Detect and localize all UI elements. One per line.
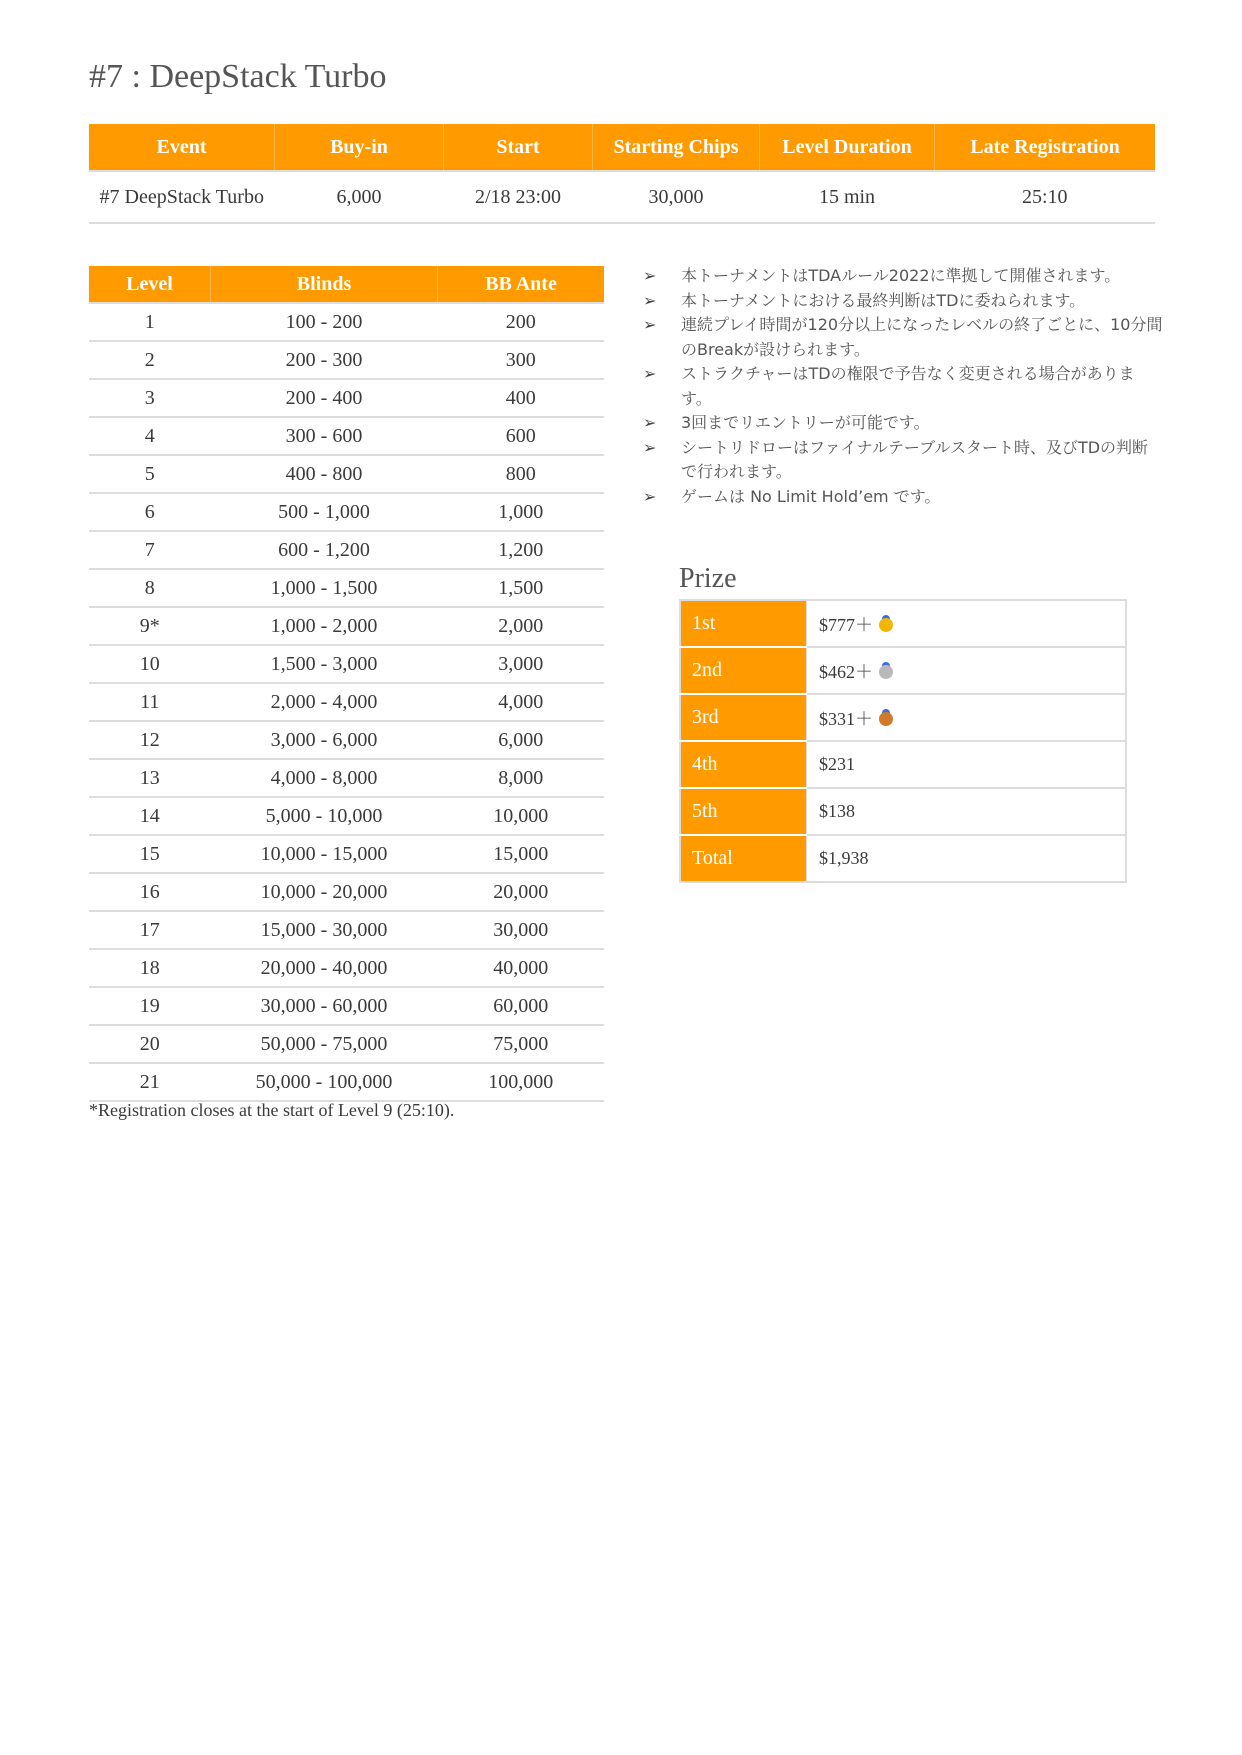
cell-level: 14: [89, 797, 211, 835]
table-row: [89, 835, 604, 873]
list-item: [643, 289, 1163, 314]
header-level: Level: [89, 266, 211, 303]
cell-level: 10: [89, 645, 211, 683]
cell-level-duration: 15 min: [760, 171, 935, 223]
cell-blinds: 15,000 - 30,000: [211, 911, 438, 949]
cell-bb-ante: 60,000: [438, 987, 605, 1025]
cell-buy-in: 6,000: [275, 171, 444, 223]
cell-level: 21: [89, 1063, 211, 1101]
cell-blinds: 3,000 - 6,000: [211, 721, 438, 759]
table-row: [89, 379, 604, 417]
list-item: [643, 436, 1163, 485]
cell-blinds: 5,000 - 10,000: [211, 797, 438, 835]
table-row: [89, 987, 604, 1025]
table-row: [89, 455, 604, 493]
prize-amount-cell: [807, 835, 1127, 882]
cell-bb-ante: 100,000: [438, 1063, 605, 1101]
prize-amount: $231: [819, 754, 855, 774]
header-blinds: Blinds: [211, 266, 438, 303]
arrow-bullet-icon: ➢: [643, 413, 657, 432]
cell-level: 9*: [89, 607, 211, 645]
rule-text: 連続プレイ時間が120分以上になったレベルの終了ごとに、10分間のBreakが設けられます。: [681, 315, 1163, 359]
table-row: [89, 493, 604, 531]
cell-bb-ante: 2,000: [438, 607, 605, 645]
cell-starting-chips: 30,000: [593, 171, 760, 223]
gold-medal-icon: [879, 618, 893, 632]
table-row: [680, 647, 1126, 694]
cell-blinds: 50,000 - 100,000: [211, 1063, 438, 1101]
arrow-bullet-icon: ➢: [643, 437, 657, 457]
cell-level: 6: [89, 493, 211, 531]
list-item: [643, 362, 1163, 411]
rule-text: ストラクチャーはTDの権限で予告なく変更される場合があります。: [681, 364, 1135, 408]
silver-medal-icon: [879, 665, 893, 679]
cell-level: 20: [89, 1025, 211, 1063]
rule-text: 本トーナメントはTDAルール2022に準拠して開催されます。: [681, 266, 1121, 285]
prize-place: 5th: [680, 788, 807, 835]
cell-bb-ante: 3,000: [438, 645, 605, 683]
cell-blinds: 4,000 - 8,000: [211, 759, 438, 797]
rule-text: 3回までリエントリーが可能です。: [681, 413, 930, 432]
prize-amount: $777＋: [819, 614, 873, 635]
blinds-table: [89, 266, 604, 1102]
prize-place: Total: [680, 835, 807, 882]
prize-place: 1st: [680, 600, 807, 647]
cell-blinds: 600 - 1,200: [211, 531, 438, 569]
cell-bb-ante: 1,000: [438, 493, 605, 531]
cell-level: 1: [89, 303, 211, 341]
prize-heading: Prize: [679, 563, 737, 594]
prize-place: 2nd: [680, 647, 807, 694]
prize-amount-cell: [807, 647, 1127, 694]
table-row: [89, 569, 604, 607]
prize-amount-cell: [807, 788, 1127, 835]
cell-bb-ante: 400: [438, 379, 605, 417]
list-item: [643, 411, 1163, 436]
cell-blinds: 1,000 - 2,000: [211, 607, 438, 645]
cell-bb-ante: 40,000: [438, 949, 605, 987]
table-row: [89, 1025, 604, 1063]
prize-amount-cell: [807, 694, 1127, 741]
blinds-table-body: [89, 303, 604, 1101]
cell-blinds: 2,000 - 4,000: [211, 683, 438, 721]
list-item: [643, 264, 1163, 289]
cell-bb-ante: 1,500: [438, 569, 605, 607]
arrow-bullet-icon: ➢: [643, 364, 657, 383]
rule-text: シートリドローはファイナルテーブルスタート時、及びTDの判断で行われます。: [681, 437, 1149, 481]
cell-blinds: 1,500 - 3,000: [211, 645, 438, 683]
table-row: [89, 683, 604, 721]
table-row: [680, 835, 1126, 882]
prize-amount: $331＋: [819, 708, 873, 729]
cell-level: 12: [89, 721, 211, 759]
header-buy-in: Buy-in: [275, 124, 444, 171]
table-row: [680, 741, 1126, 788]
blinds-table-header-row: [89, 266, 604, 303]
cell-bb-ante: 600: [438, 417, 605, 455]
list-item: [643, 313, 1163, 362]
cell-bb-ante: 8,000: [438, 759, 605, 797]
header-starting-chips: Starting Chips: [593, 124, 760, 171]
cell-late-registration: 25:10: [935, 171, 1156, 223]
header-event: Event: [89, 124, 275, 171]
prize-place: 4th: [680, 741, 807, 788]
event-table-header-row: [89, 124, 1155, 171]
table-row: [89, 645, 604, 683]
table-row: [89, 1063, 604, 1101]
cell-blinds: 20,000 - 40,000: [211, 949, 438, 987]
cell-blinds: 10,000 - 20,000: [211, 873, 438, 911]
table-row: [680, 600, 1126, 647]
cell-level: 13: [89, 759, 211, 797]
cell-blinds: 10,000 - 15,000: [211, 835, 438, 873]
cell-bb-ante: 75,000: [438, 1025, 605, 1063]
rule-text: ゲームは No Limit Hold’em です。: [681, 486, 941, 506]
cell-bb-ante: 4,000: [438, 683, 605, 721]
arrow-bullet-icon: ➢: [643, 290, 657, 310]
event-table: [89, 124, 1155, 224]
cell-start: 2/18 23:00: [444, 171, 593, 223]
header-late-registration: Late Registration: [935, 124, 1156, 171]
prize-amount-cell: [807, 741, 1127, 788]
cell-blinds: 500 - 1,000: [211, 493, 438, 531]
table-row: [89, 759, 604, 797]
table-row: [89, 873, 604, 911]
cell-bb-ante: 1,200: [438, 531, 605, 569]
table-row: [89, 797, 604, 835]
cell-blinds: 400 - 800: [211, 455, 438, 493]
table-row: [680, 788, 1126, 835]
prize-amount: $138: [819, 801, 855, 821]
cell-bb-ante: 15,000: [438, 835, 605, 873]
cell-event: #7 DeepStack Turbo: [89, 171, 275, 223]
prize-table-body: [680, 600, 1126, 882]
arrow-bullet-icon: ➢: [643, 315, 657, 334]
cell-bb-ante: 30,000: [438, 911, 605, 949]
arrow-bullet-icon: ➢: [643, 266, 657, 285]
cell-blinds: 200 - 400: [211, 379, 438, 417]
cell-blinds: 50,000 - 75,000: [211, 1025, 438, 1063]
cell-bb-ante: 300: [438, 341, 605, 379]
page-title: #7 : DeepStack Turbo: [89, 58, 387, 95]
cell-bb-ante: 20,000: [438, 873, 605, 911]
cell-bb-ante: 800: [438, 455, 605, 493]
table-row: [680, 694, 1126, 741]
blinds-footnote: *Registration closes at the start of Level 9 (25:10).: [89, 1100, 455, 1120]
cell-bb-ante: 10,000: [438, 797, 605, 835]
rule-text: 本トーナメントにおける最終判断はTDに委ねられます。: [681, 290, 1086, 310]
cell-level: 16: [89, 873, 211, 911]
cell-level: 18: [89, 949, 211, 987]
cell-level: 19: [89, 987, 211, 1025]
cell-blinds: 200 - 300: [211, 341, 438, 379]
prize-amount-cell: [807, 600, 1127, 647]
header-start: Start: [444, 124, 593, 171]
cell-level: 7: [89, 531, 211, 569]
cell-blinds: 300 - 600: [211, 417, 438, 455]
rules-list: [643, 264, 1163, 509]
table-row: [89, 417, 604, 455]
cell-level: 2: [89, 341, 211, 379]
table-row: [89, 303, 604, 341]
table-row: [89, 341, 604, 379]
cell-blinds: 1,000 - 1,500: [211, 569, 438, 607]
table-row: [89, 607, 604, 645]
cell-level: 11: [89, 683, 211, 721]
cell-level: 4: [89, 417, 211, 455]
table-row: [89, 949, 604, 987]
cell-level: 15: [89, 835, 211, 873]
prize-place: 3rd: [680, 694, 807, 741]
table-row: [89, 531, 604, 569]
cell-level: 8: [89, 569, 211, 607]
event-table-row: [89, 171, 1155, 223]
cell-level: 3: [89, 379, 211, 417]
prize-amount: $1,938: [819, 848, 869, 868]
table-row: [89, 911, 604, 949]
arrow-bullet-icon: ➢: [643, 486, 657, 506]
cell-blinds: 100 - 200: [211, 303, 438, 341]
cell-bb-ante: 6,000: [438, 721, 605, 759]
prize-table: [679, 599, 1127, 883]
cell-bb-ante: 200: [438, 303, 605, 341]
list-item: [643, 485, 1163, 510]
cell-level: 17: [89, 911, 211, 949]
cell-blinds: 30,000 - 60,000: [211, 987, 438, 1025]
header-level-duration: Level Duration: [760, 124, 935, 171]
bronze-medal-icon: [879, 712, 893, 726]
table-row: [89, 721, 604, 759]
header-bb-ante: BB Ante: [438, 266, 605, 303]
prize-amount: $462＋: [819, 661, 873, 682]
cell-level: 5: [89, 455, 211, 493]
